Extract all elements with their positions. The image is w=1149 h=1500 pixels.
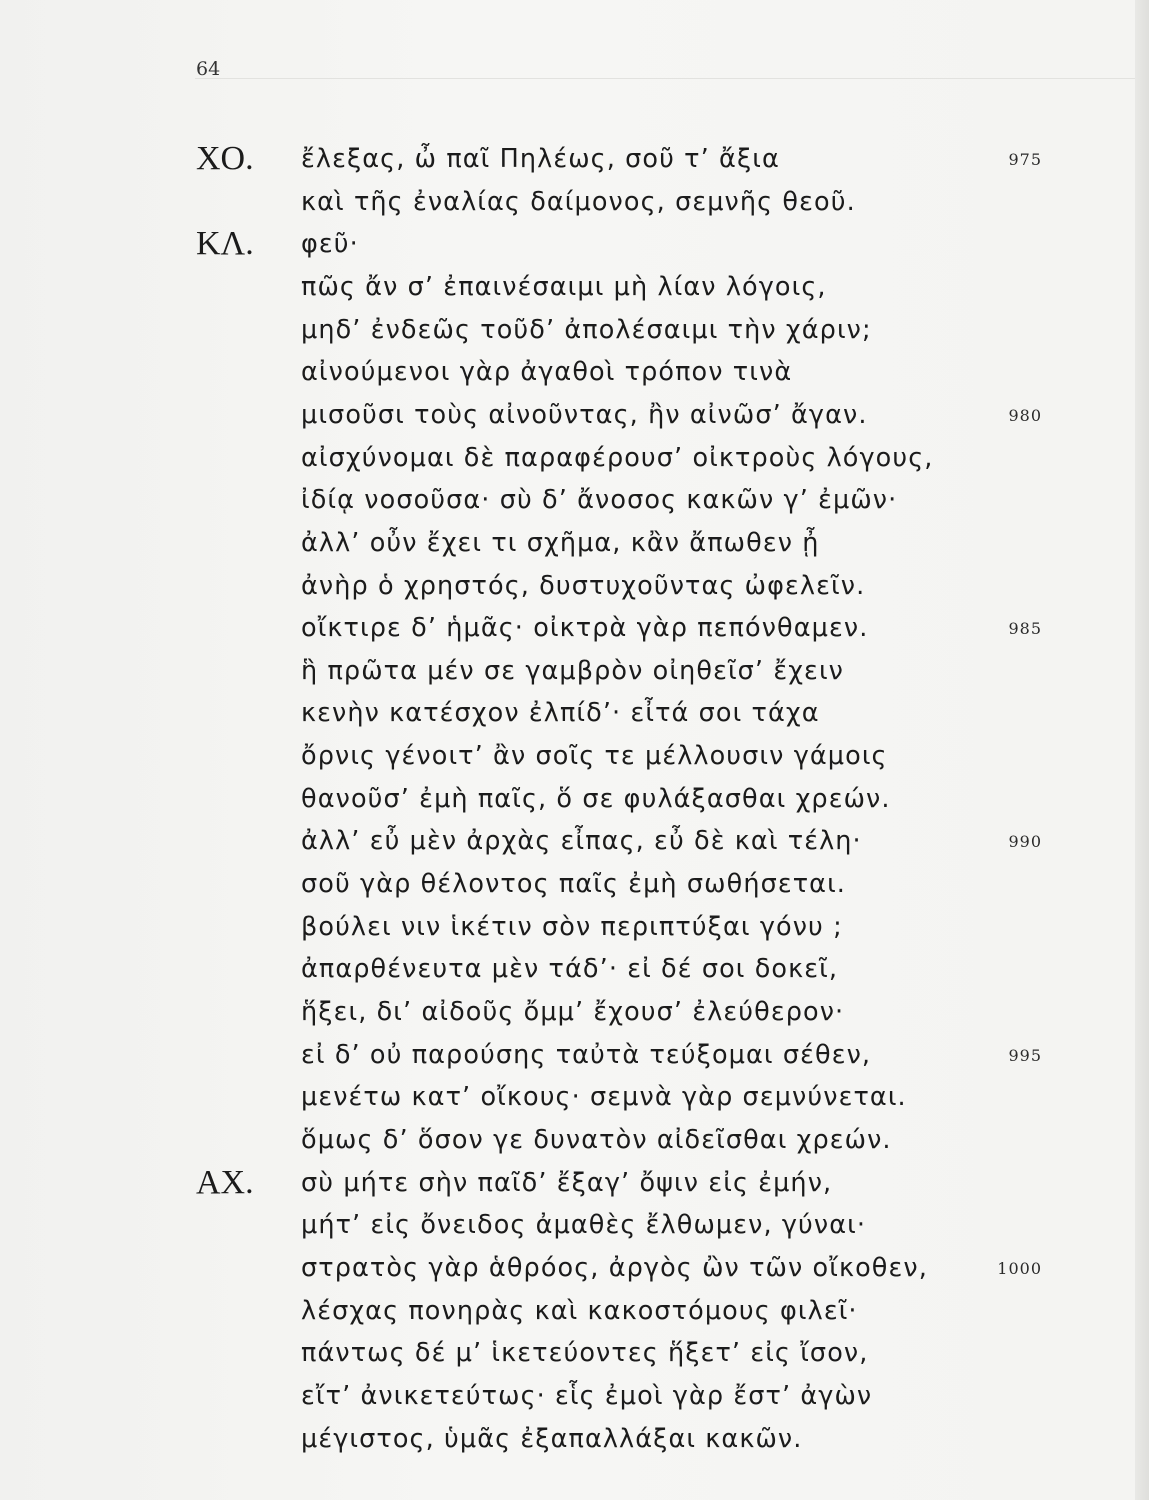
verse-text: ἀλλ’ εὖ μὲν ἀρχὰς εἶπας, εὖ δὲ καὶ τέλη·: [301, 826, 862, 857]
verse-line: [0, 222, 1149, 266]
line-number: 990: [1008, 832, 1042, 852]
verse-line: [0, 947, 1149, 991]
verse-line: [0, 1203, 1149, 1247]
verse-text: ἀλλ’ οὖν ἔχει τι σχῆμα, κἂν ἄπωθεν ᾖ: [301, 527, 820, 558]
verse-line: [0, 137, 1149, 181]
speaker-label: ΚΛ.: [196, 225, 254, 263]
verse-line: [0, 606, 1149, 650]
verse-text: σὺ μήτε σὴν παῖδ’ ἔξαγ’ ὄψιν εἰς ἐμήν,: [301, 1167, 833, 1198]
verse-text: βούλει νιν ἱκέτιν σὸν περιπτύξαι γόνυ ;: [301, 911, 843, 942]
verse-line: [0, 1033, 1149, 1077]
verse-text: ἀπαρθένευτα μὲν τάδ’· εἰ δέ σοι δοκεῖ,: [301, 954, 839, 985]
speaker-label: ΑΧ.: [196, 1163, 254, 1201]
verse-line: [0, 1289, 1149, 1333]
verse-text: αἰσχύνομαι δὲ παραφέρουσ’ οἰκτροὺς λόγους,: [301, 442, 934, 473]
verse-line: [0, 564, 1149, 608]
verse-line: [0, 905, 1149, 949]
verse-text: μήτ’ εἰς ὄνειδος ἀμαθὲς ἔλθωμεν, γύναι·: [301, 1210, 867, 1241]
verse-text: ἔλεξας, ὦ παῖ Πηλέως, σοῦ τ’ ἄξια: [301, 144, 780, 174]
verse-line: [0, 734, 1149, 778]
verse-line: [0, 990, 1149, 1034]
verse-line: [0, 265, 1149, 309]
verse-text: μενέτω κατ’ οἴκους· σεμνὰ γὰρ σεμνύνεται.: [301, 1082, 907, 1113]
line-number: 985: [1008, 619, 1042, 639]
verse-text: σοῦ γὰρ θέλοντος παῖς ἐμὴ σωθήσεται.: [301, 869, 847, 900]
verse-text: πάντως δέ μ’ ἱκετεύοντες ἥξετ’ εἰς ἴσον,: [301, 1338, 869, 1369]
header-rule: [195, 78, 1135, 79]
verse-line: [0, 777, 1149, 821]
verse-line: [0, 1374, 1149, 1418]
line-number: 980: [1008, 405, 1042, 425]
verse-line: [0, 393, 1149, 437]
verse-text: λέσχας πονηρὰς καὶ κακοστόμους φιλεῖ·: [301, 1295, 858, 1326]
verse-text: θανοῦσ’ ἐμὴ παῖς, ὅ σε φυλάξασθαι χρεών.: [301, 783, 891, 814]
line-number: 975: [1008, 150, 1042, 169]
verse-text: πῶς ἄν σ’ ἐπαινέσαιμι μὴ λίαν λόγοις,: [301, 271, 827, 302]
verse-text: ἰδίᾳ νοσοῦσα· σὺ δ’ ἄνοσος κακῶν γ’ ἐμῶν·: [301, 485, 898, 516]
verse-text: μηδ’ ἐνδεῶς τοῦδ’ ἀπολέσαιμι τὴν χάριν;: [301, 314, 872, 345]
speaker-label: ΧΟ.: [196, 140, 254, 177]
verse-line: [0, 478, 1149, 522]
verse-text: φεῦ·: [301, 229, 359, 260]
verse-line: [0, 1118, 1149, 1162]
verse-line: [0, 1246, 1149, 1290]
verse-text: στρατὸς γὰρ ἁθρόος, ἀργὸς ὢν τῶν οἴκοθεν,: [301, 1252, 928, 1283]
verse-text: ἥξει, δι’ αἰδοῦς ὄμμ’ ἔχουσ’ ἐλεύθερον·: [301, 997, 845, 1027]
verse-text: εἰ δ’ οὐ παρούσης ταὐτὰ τεύξομαι σέθεν,: [301, 1039, 872, 1070]
verse-text: ἣ πρῶτα μέν σε γαμβρὸν οἰηθεῖσ’ ἔχειν: [301, 655, 845, 686]
verse-line: [0, 521, 1149, 565]
verse-text: εἴτ’ ἀνικετεύτως· εἷς ἐμοὶ γὰρ ἔστ’ ἀγὼν: [301, 1380, 873, 1411]
verse-line: [0, 308, 1149, 352]
line-number: 1000: [997, 1258, 1042, 1278]
page-number: 64: [196, 58, 221, 80]
verse-line: [0, 180, 1149, 224]
verse-line: [0, 1161, 1149, 1205]
line-number: 995: [1008, 1045, 1042, 1065]
verse-text: ὅμως δ’ ὅσον γε δυνατὸν αἰδεῖσθαι χρεών.: [301, 1124, 892, 1155]
verse-text: μισοῦσι τοὺς αἰνοῦντας, ἢν αἰνῶσ’ ἄγαν.: [301, 399, 868, 430]
verse-text: κενὴν κατέσχον ἐλπίδ’· εἶτά σοι τάχα: [301, 698, 820, 729]
verse-text: αἰνούμενοι γὰρ ἀγαθοὶ τρόπον τινὰ: [301, 357, 793, 388]
verse-line: [0, 436, 1149, 480]
verse-text: ὄρνις γένοιτ’ ἂν σοῖς τε μέλλουσιν γάμοις: [301, 741, 888, 772]
verse-text: μέγιστος, ὑμᾶς ἐξαπαλλάξαι κακῶν.: [301, 1423, 803, 1454]
verse-text: οἴκτιρε δ’ ἡμᾶς· οἰκτρὰ γὰρ πεπόνθαμεν.: [301, 613, 869, 644]
verse-line: [0, 862, 1149, 906]
verse-line: [0, 691, 1149, 735]
verse-text: ἀνὴρ ὁ χρηστός, δυστυχοῦντας ὠφελεῖν.: [301, 570, 866, 601]
verse-line: [0, 819, 1149, 863]
verse-line: [0, 350, 1149, 394]
verse-line: [0, 1075, 1149, 1119]
verse-line: [0, 1417, 1149, 1461]
verse-text: καὶ τῆς ἐναλίας δαίμονος, σεμνῆς θεοῦ.: [301, 186, 856, 217]
verse-line: [0, 1331, 1149, 1375]
verse-line: [0, 649, 1149, 693]
